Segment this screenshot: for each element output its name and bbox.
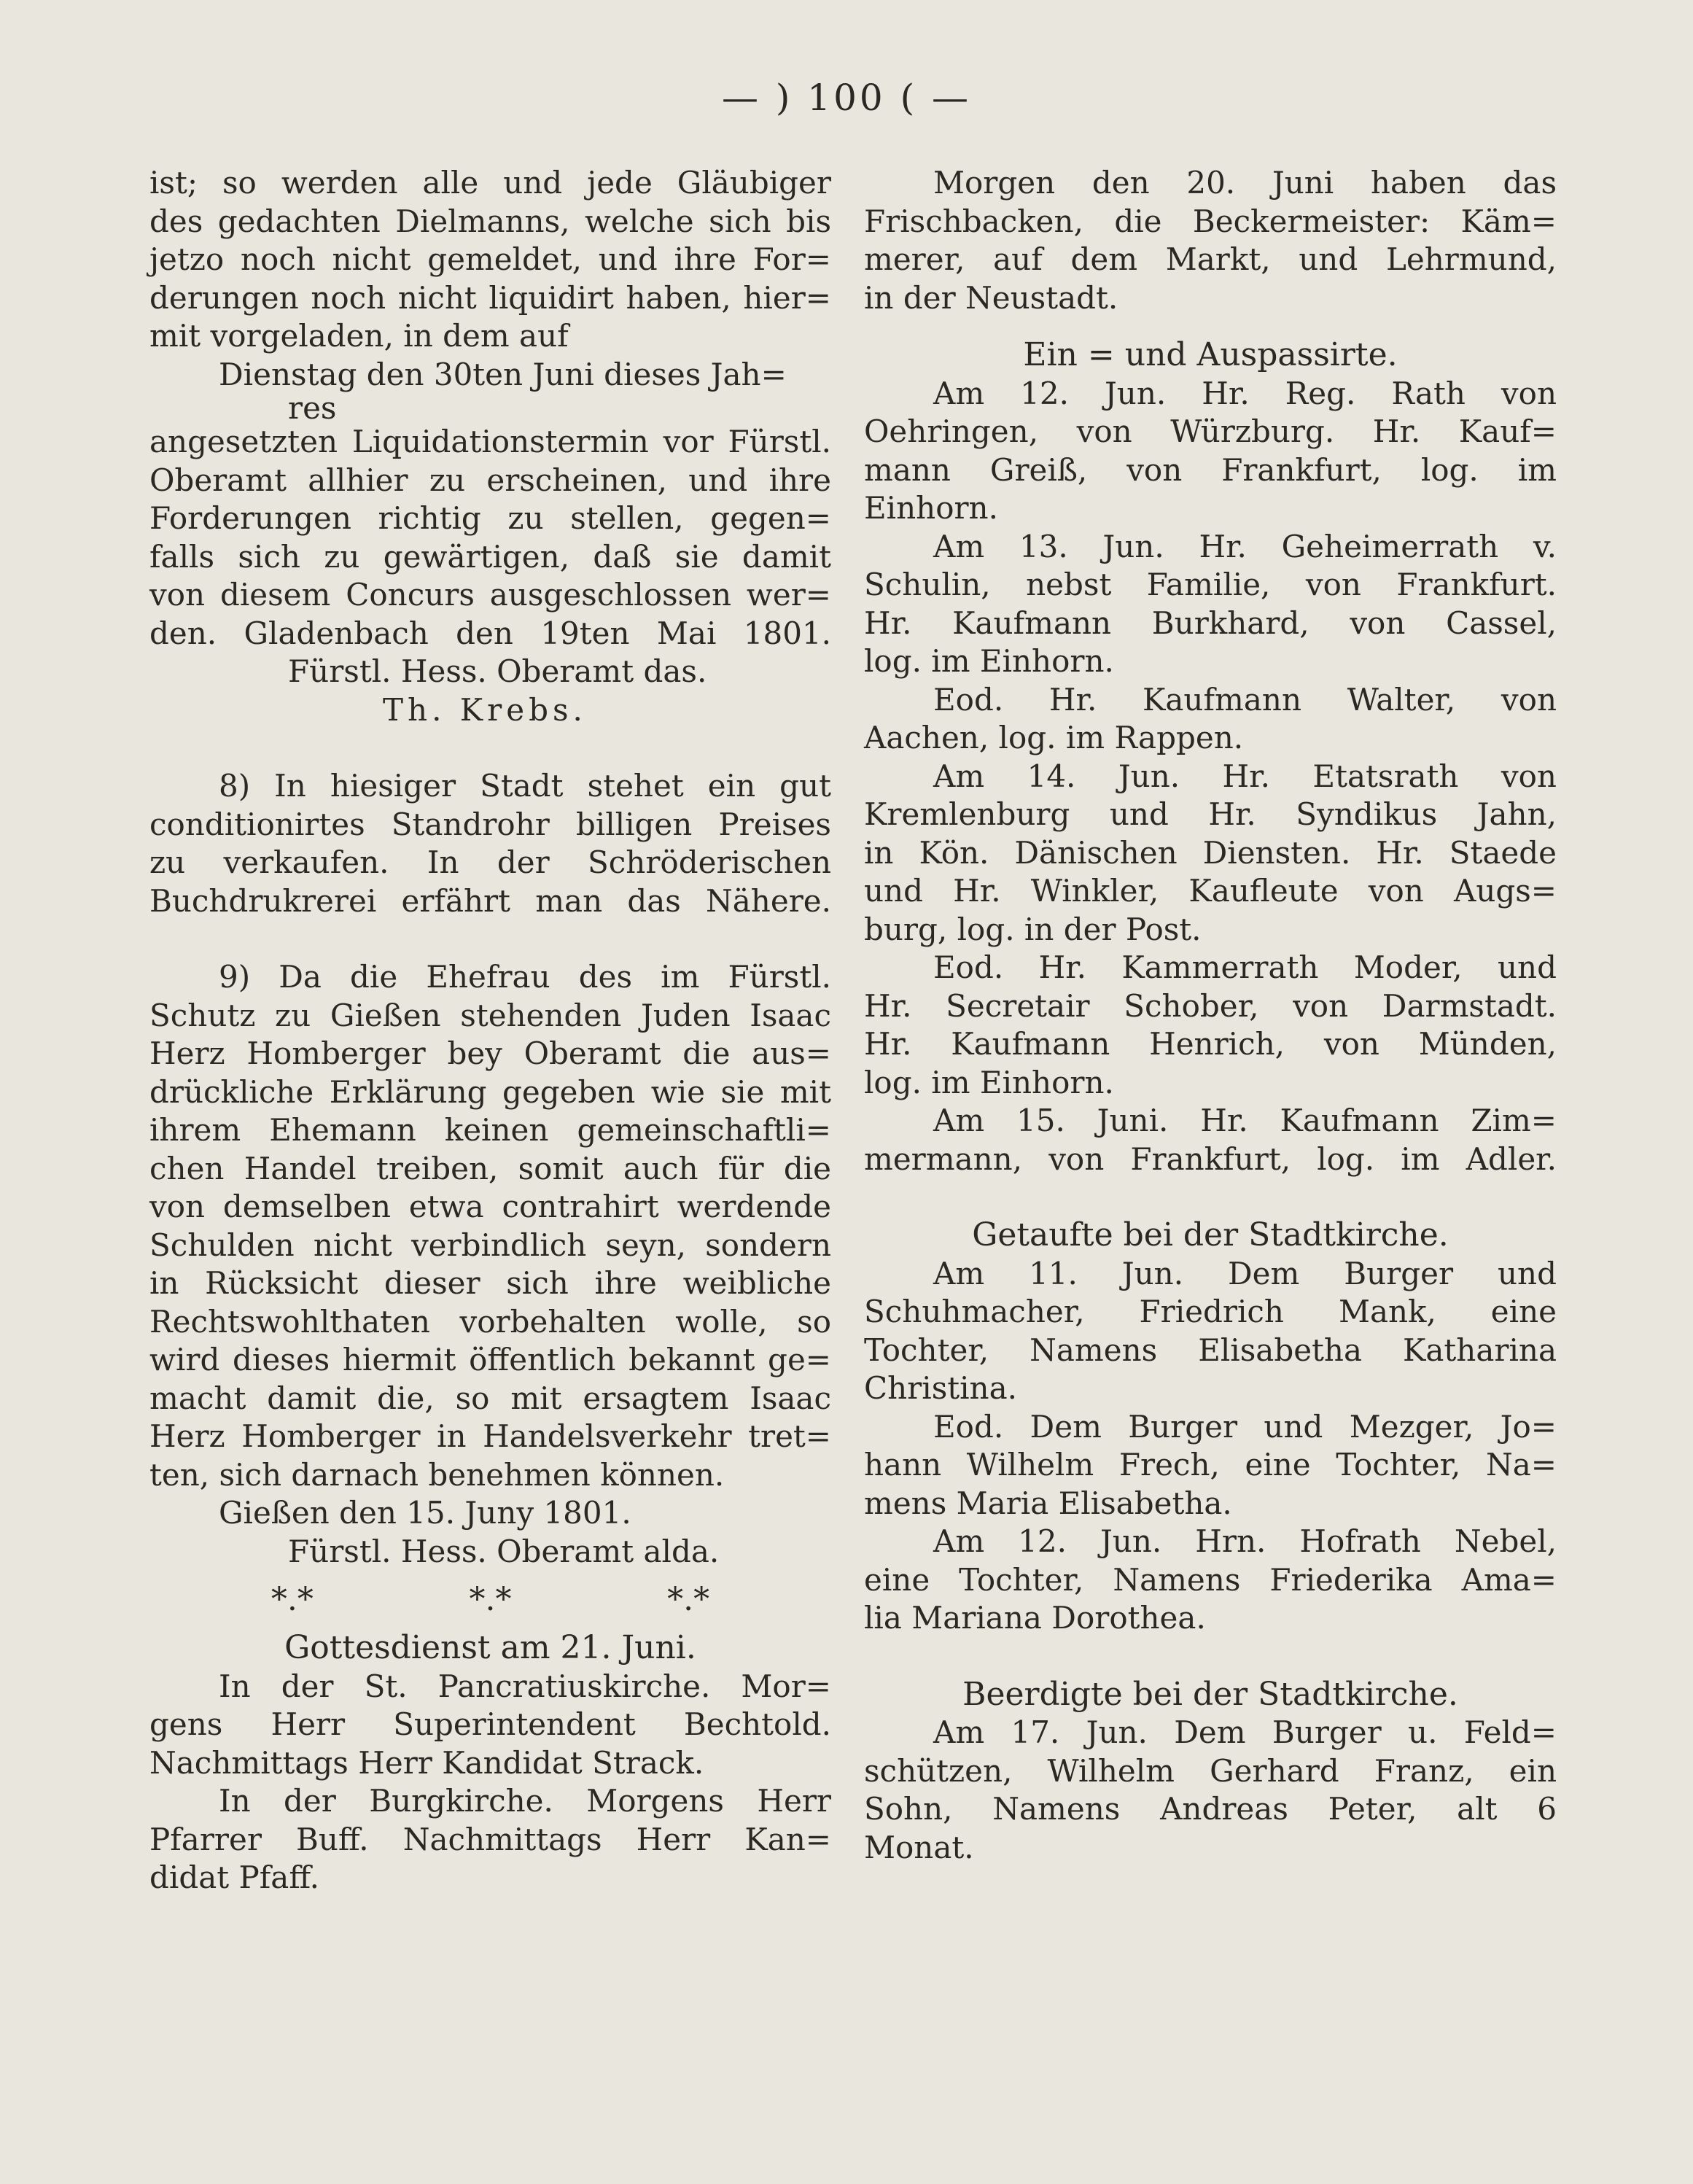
creditor-notice (149, 164, 831, 729)
text-line: burg, log. in der Post. (864, 911, 1202, 947)
text-line: schützen, Wilhelm Gerhard Franz, ein (864, 1752, 1557, 1789)
text-line: merer, auf dem Markt, und Lehrmund, (864, 241, 1557, 277)
text-line: in der Neustadt. (864, 279, 1118, 316)
text-line: Schulin, nebst Familie, von Frankfurt. (864, 567, 1557, 602)
buried-section (864, 1676, 1557, 1868)
text-line: Am 17. Jun. Dem Burger u. Feld= (933, 1714, 1557, 1750)
text-line: ten, sich darnach benehmen können. (149, 1456, 725, 1493)
text-line: log. im Einhorn. (864, 643, 1114, 679)
text-line: den. Gladenbach den 19ten Mai 1801. (149, 615, 831, 651)
text-line: gens Herr Superintendent Bechtold. (149, 1706, 831, 1742)
service-heading: Gottesdienst am 21. Juni. (284, 1629, 696, 1666)
asterism: *.* (469, 1581, 512, 1618)
text-line: mens Maria Elisabetha. (864, 1485, 1232, 1521)
notice-9 (149, 958, 831, 1571)
text-line: des gedachten Dielmanns, welche sich bis (149, 203, 831, 239)
baptized-section (864, 1216, 1557, 1638)
text-line: von demselben etwa contrahirt werdende (149, 1189, 831, 1224)
text-line: Einhorn. (864, 490, 998, 526)
signature-office: Fürstl. Hess. Oberamt das. (288, 653, 707, 689)
text-line: in Kön. Dänischen Diensten. Hr. Staede (864, 834, 1557, 871)
service-section (149, 1629, 831, 1897)
text-line: Am 14. Jun. Hr. Etatsrath von (933, 758, 1557, 794)
text-line: Eod. Hr. Kammerrath Moder, und (933, 949, 1557, 985)
text-line: Hr. Secretair Schober, von Darmstadt. (864, 987, 1557, 1024)
text-line: ihrem Ehemann keinen gemeinschaftli= (149, 1112, 831, 1148)
text-line: Eod. Dem Burger und Mezger, Jo= (933, 1408, 1557, 1445)
text-line: Am 15. Juni. Hr. Kaufmann Zim= (933, 1103, 1557, 1138)
text-line: Sohn, Namens Andreas Peter, alt 6 (864, 1791, 1557, 1827)
text-line: Pfarrer Buff. Nachmittags Herr Kan= (149, 1821, 831, 1857)
text-line: res (288, 390, 337, 426)
text-line: derungen noch nicht liquidirt haben, hier= (149, 279, 831, 316)
date-line: Gießen den 15. Juny 1801. (219, 1495, 631, 1531)
text-line: Am 12. Jun. Hr. Reg. Rath von (933, 375, 1557, 411)
notice-8 (149, 767, 831, 920)
text-line: Schutz zu Gießen stehenden Juden Isaac (149, 997, 831, 1033)
text-line: Am 12. Jun. Hrn. Hofrath Nebel, (933, 1523, 1557, 1559)
text-line: Schuhmacher, Friedrich Mank, eine (864, 1294, 1557, 1329)
asterism: *.* (667, 1581, 710, 1618)
text-line: drückliche Erklärung gegeben wie sie mit (149, 1073, 831, 1110)
text-line: Herz Homberger in Handelsverkehr tret= (149, 1418, 831, 1454)
text-line: mann Greiß, von Frankfurt, log. im (864, 451, 1557, 488)
text-line: Hr. Kaufmann Burkhard, von Cassel, (864, 605, 1557, 641)
right-column (864, 164, 1557, 1867)
travelers-section (864, 336, 1557, 1178)
text-line: lia Mariana Dorothea. (864, 1600, 1206, 1636)
text-line: jetzo noch nicht gemeldet, und ihre For= (149, 241, 831, 277)
text-line: In der Burgkirche. Morgens Herr (219, 1783, 831, 1819)
text-line: Frischbacken, die Beckermeister: Käm= (864, 203, 1557, 239)
text-line: hann Wilhelm Frech, eine Tochter, Na= (864, 1447, 1557, 1482)
text-line: Rechtswohlthaten vorbehalten wolle, so (149, 1303, 831, 1340)
text-line: Eod. Hr. Kaufmann Walter, von (933, 681, 1557, 718)
text-line: log. im Einhorn. (864, 1064, 1114, 1100)
text-line: Herz Homberger bey Oberamt die aus= (149, 1035, 831, 1071)
text-line: angesetzten Liquidationstermin vor Fürstl. (149, 424, 831, 459)
text-line: 9) Da die Ehefrau des im Fürstl. (219, 959, 831, 995)
signature-office: Fürstl. Hess. Oberamt alda. (288, 1533, 720, 1569)
text-line: wird dieses hiermit öffentlich bekannt ge= (149, 1342, 831, 1377)
text-line: Hr. Kaufmann Henrich, von Münden, (864, 1026, 1557, 1062)
text-line: in Rücksicht dieser sich ihre weibliche (149, 1265, 831, 1301)
text-line: Dienstag den 30ten Juni dieses Jah= (219, 356, 787, 392)
buried-heading: Beerdigte bei der Stadtkirche. (962, 1675, 1458, 1713)
page-number: — ) 100 ( — (721, 77, 972, 119)
text-line: zu verkaufen. In der Schröderischen (149, 844, 831, 880)
text-line: In der St. Pancratiuskirche. Mor= (219, 1668, 831, 1704)
text-line: chen Handel treiben, somit auch für die (149, 1150, 831, 1186)
text-line: Buchdrukrerei erfährt man das Nähere. (149, 882, 831, 919)
text-line: Tochter, Namens Elisabetha Katharina (864, 1332, 1557, 1368)
bakers-notice (864, 164, 1557, 317)
text-line: eine Tochter, Namens Friederika Ama= (864, 1561, 1557, 1598)
asterism: *.* (271, 1581, 314, 1618)
text-line: Oehringen, von Würzburg. Hr. Kauf= (864, 413, 1557, 449)
text-line: mit vorgeladen, in dem auf (149, 318, 569, 354)
text-line: falls sich zu gewärtigen, daß sie damit (149, 538, 831, 575)
left-column (149, 164, 831, 1897)
section-separator (149, 1571, 831, 1629)
text-line: Schulden nicht verbindlich seyn, sondern (149, 1227, 831, 1263)
text-line: Am 11. Jun. Dem Burger und (933, 1255, 1557, 1291)
text-line: macht damit die, so mit ersagtem Isaac (149, 1380, 831, 1416)
text-line: Aachen, log. im Rappen. (864, 720, 1244, 755)
text-line: didat Pfaff. (149, 1859, 320, 1895)
text-line: conditionirtes Standrohr billigen Preises (149, 806, 831, 842)
text-line: und Hr. Winkler, Kaufleute von Augs= (864, 873, 1557, 909)
text-line: Kremlenburg und Hr. Syndikus Jahn, (864, 796, 1557, 832)
text-line: Christina. (864, 1370, 1017, 1406)
text-line: Morgen den 20. Juni haben das (933, 165, 1557, 201)
text-line: 8) In hiesiger Stadt stehet ein gut (219, 768, 831, 804)
signature-name: Th. Krebs. (383, 691, 587, 728)
text-line: Am 13. Jun. Hr. Geheimerrath v. (933, 528, 1557, 564)
text-line: ist; so werden alle und jede Gläubiger (149, 165, 831, 201)
text-line: Oberamt allhier zu erscheinen, und ihre (149, 462, 831, 498)
text-line: Forderungen richtig zu stellen, gegen= (149, 500, 831, 536)
text-line: mermann, von Frankfurt, log. im Adler. (864, 1140, 1557, 1177)
text-line: Monat. (864, 1829, 974, 1865)
text-line: von diesem Concurs ausgeschlossen wer= (149, 577, 831, 613)
text-line: Nachmittags Herr Kandidat Strack. (149, 1744, 704, 1781)
travelers-heading: Ein = und Auspassirte. (1023, 336, 1398, 373)
baptized-heading: Getaufte bei der Stadtkirche. (972, 1216, 1449, 1254)
